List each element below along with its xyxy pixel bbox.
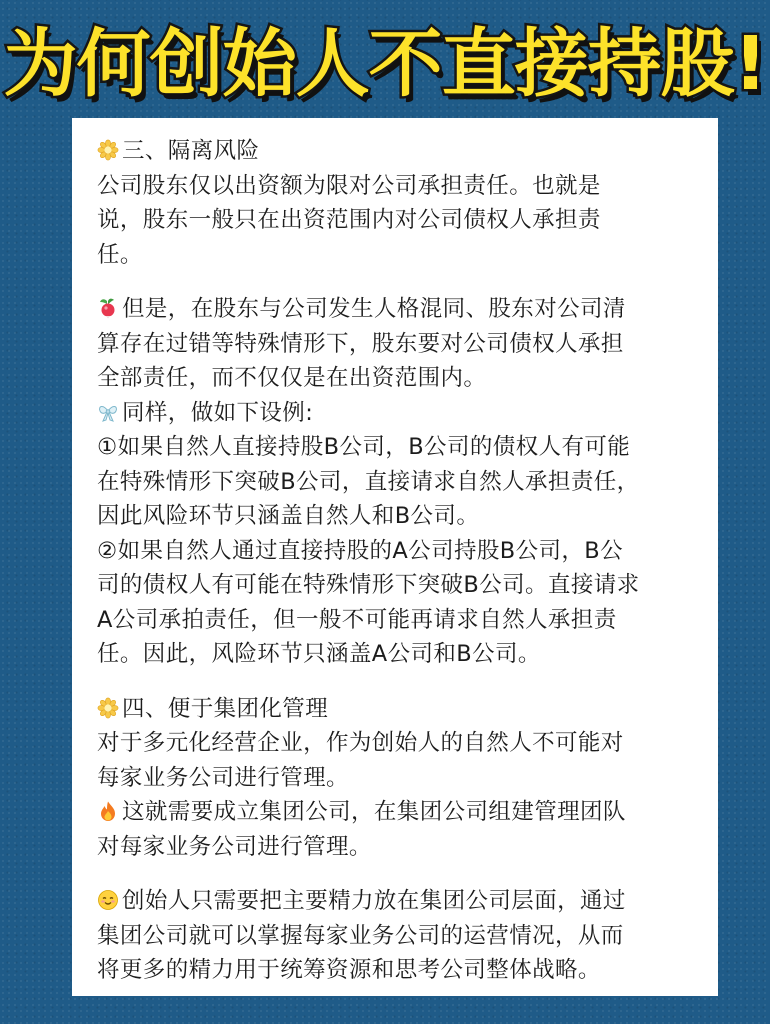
text-line: ①如果自然人直接持股B公司，B公司的债权人有可能: [97, 434, 631, 460]
smiling-face-icon: [97, 889, 119, 911]
text-line: 司的债权人有可能在特殊情形下突破B公司。直接请求: [97, 572, 640, 598]
ribbon-icon: [97, 401, 119, 423]
text-line: 但是，在股东与公司发生人格混同、股东对公司清: [97, 292, 697, 327]
text-line: 在特殊情形下突破B公司，直接请求自然人承担责任，: [97, 468, 640, 495]
text-line: 对每家业务公司进行管理。: [97, 833, 372, 860]
fire-icon: [97, 800, 119, 822]
section-4-heading: 四、便于集团化管理: [97, 692, 697, 727]
text-line: 将更多的精力用于统筹资源和思考公司整体战略。: [97, 957, 601, 983]
text-line: 因此风险环节只涵盖自然人和B公司。: [97, 503, 480, 529]
sun-flower-icon: [97, 139, 119, 161]
text-line: A公司承拍责任，但一般不可能再请求自然人承担责: [97, 606, 617, 633]
text-line: 这就需要成立集团公司，在集团公司组建管理团队: [97, 795, 697, 830]
text-line: 同样，做如下设例:: [97, 396, 697, 431]
article-body: [97, 134, 697, 988]
text-line: 对于多元化经营企业，作为创始人的自然人不可能对: [97, 730, 624, 756]
page-title: 为何创始人不直接持股!: [3, 21, 767, 107]
text-line: 创始人只需要把主要精力放在集团公司层面，通过: [97, 884, 697, 919]
section-3-heading: 三、隔离风险: [97, 134, 697, 169]
text-line: 全部责任，而不仅仅是在出资范围内。: [97, 365, 487, 391]
text-line: 任。因此，风险环节只涵盖A公司和B公司。: [97, 641, 541, 667]
text-line: 说，股东一般只在出资范围内对公司债权人承担责: [97, 207, 601, 233]
text-line: 算存在过错等特殊情形下，股东要对公司债权人承担: [97, 330, 624, 357]
sun-flower-icon: [97, 697, 119, 719]
radish-icon: [97, 297, 119, 319]
text-line: 公司股东仅以出资额为限对公司承担责任。也就是: [97, 172, 601, 199]
text-line: 任。: [97, 241, 143, 268]
text-line: 每家业务公司进行管理。: [97, 764, 349, 791]
content-card: [72, 118, 718, 996]
text-line: 集团公司就可以掌握每家业务公司的运营情况，从而: [97, 922, 624, 949]
text-line: ②如果自然人通过直接持股的A公司持股B公司，B公: [97, 537, 624, 564]
